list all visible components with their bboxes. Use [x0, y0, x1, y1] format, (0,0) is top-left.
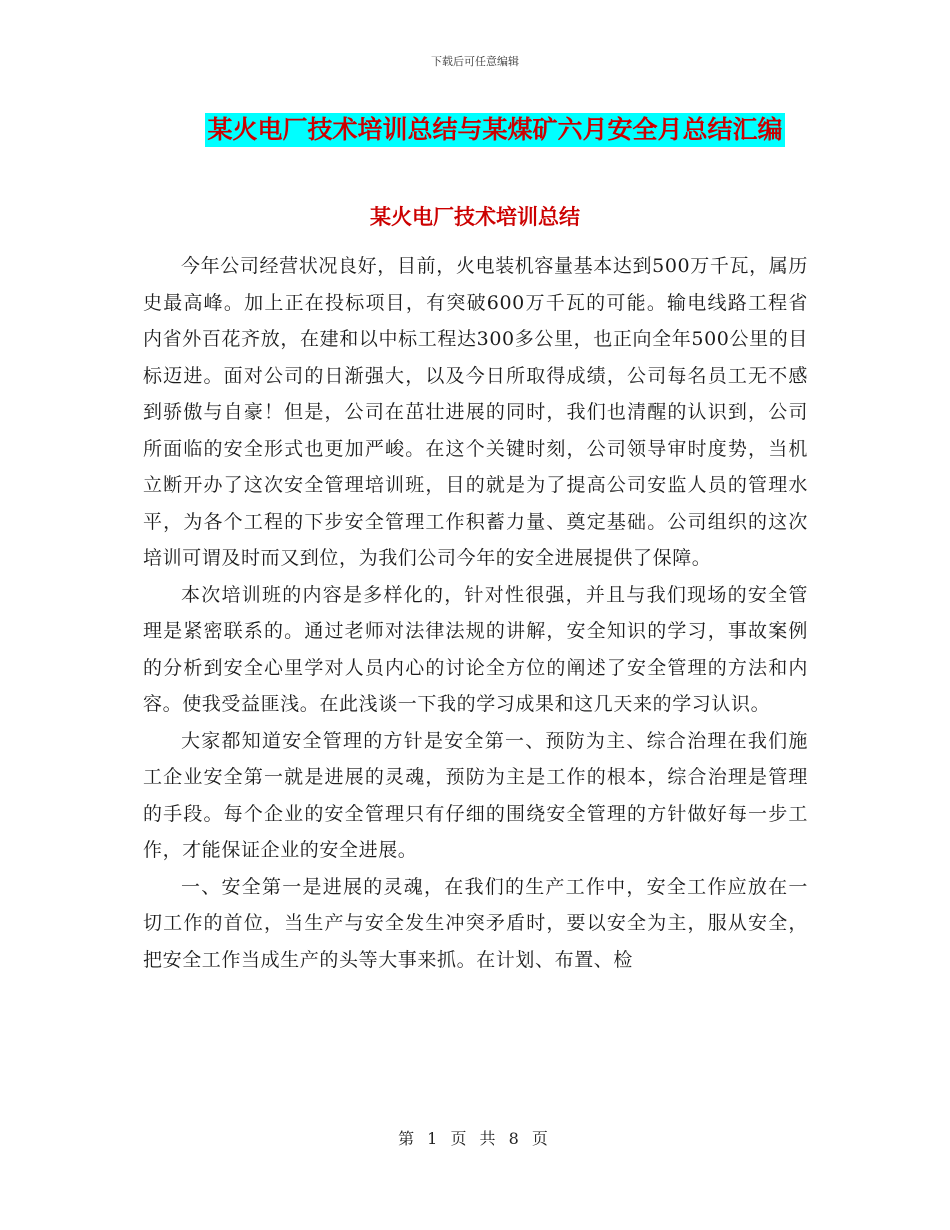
header-note: 下载后可任意编辑 — [431, 55, 519, 68]
document-body — [143, 248, 808, 978]
page-number-footer: 第 1 页 共 8 页 — [398, 1129, 552, 1148]
section-title: 某火电厂技术培训总结 — [370, 205, 580, 229]
body-paragraph-1: 今年公司经营状况良好，目前，火电装机容量基本达到500万千瓦，属历史最高峰。加上正在投标项目，有突破600万千瓦的可能。输电线路工程省内省外百花齐放，在建和以中标工程达300多公里，也正向全年500公里的目标迈进。面对公司的日渐强大，以及今日所取得成绩，公司每名员工无不感到骄傲与自豪！但是，公司在茁壮进展的同时，我们也清醒的认识到，公司所面临的安全形式也更加严峻。在这个关键时刻，公司领导审时度势，当机立断开办了这次安全管理培训班，目的就是为了提高公司安监人员的管理水平，为各个工程的下步安全管理工作积蓄力量、奠定基础。公司组织的这次培训可谓及时而又到位，为我们公司今年的安全进展提供了保障。 — [143, 255, 808, 569]
main-title-container — [0, 113, 950, 147]
body-paragraph-4: 一、安全第一是进展的灵魂，在我们的生产工作中，安全工作应放在一切工作的首位，当生产与安全发生冲突矛盾时，要以安全为主，服从安全，把安全工作当成生产的头等大事来抓。在计划、布置、检 — [143, 875, 808, 971]
body-paragraph-3: 大家都知道安全管理的方针是安全第一、预防为主、综合治理在我们施工企业安全第一就是进展的灵魂，预防为主是工作的根本，综合治理是管理的手段。每个企业的安全管理只有仔细的围绕安全管理的方针做好每一步工作，才能保证企业的安全进展。 — [143, 729, 808, 861]
document-main-title: 某火电厂技术培训总结与某煤矿六月安全月总结汇编 — [205, 113, 784, 147]
body-paragraph-2: 本次培训班的内容是多样化的，针对性很强，并且与我们现场的安全管理是紧密联系的。通过老师对法律法规的讲解，安全知识的学习，事故案例的分析到安全心里学对人员内心的讨论全方位的阐述了安全管理的方法和内容。使我受益匪浅。在此浅谈一下我的学习成果和这几天来的学习认识。 — [143, 583, 808, 715]
